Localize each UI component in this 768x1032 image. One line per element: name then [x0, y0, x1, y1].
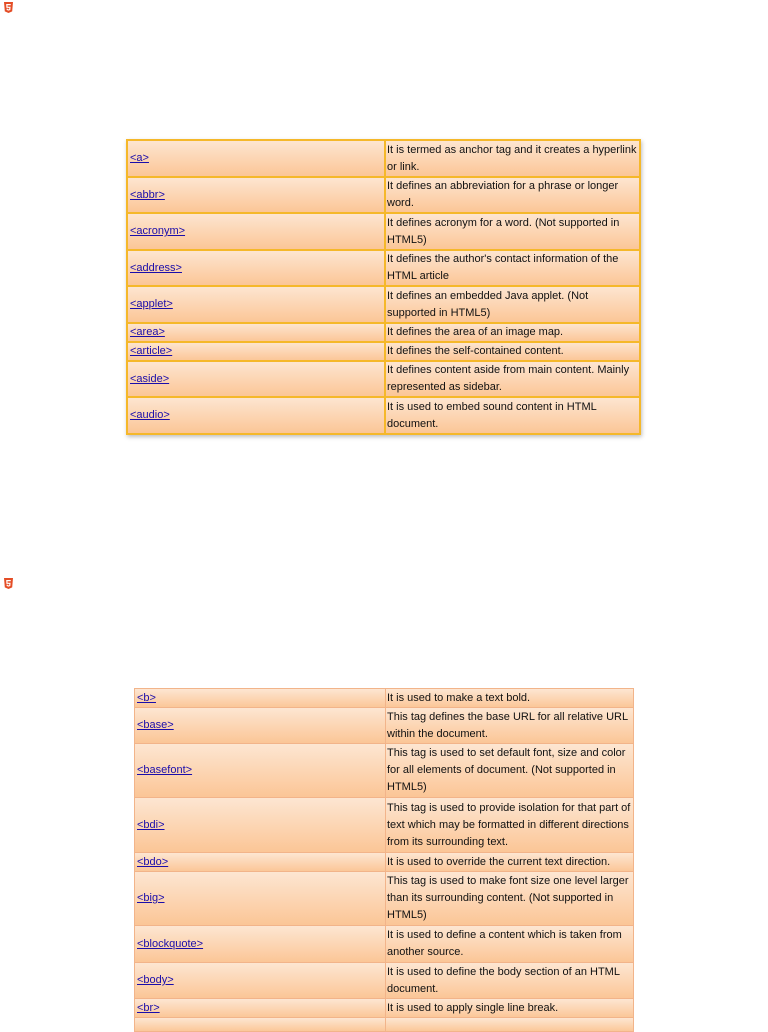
tag-description: It defines content aside from main content. Mainly represented as sidebar.	[385, 361, 640, 397]
table-row	[135, 708, 634, 744]
tag-description: This tag is used to set default font, size and color for all elements of document. (Not supported in HTML5)	[386, 744, 634, 798]
tag-link[interactable]: <audio>	[130, 409, 170, 421]
tag-link[interactable]: <blockquote>	[137, 937, 204, 950]
tag-link[interactable]: <area>	[130, 326, 165, 338]
tag-link[interactable]: <abbr>	[130, 188, 165, 201]
tag-link[interactable]: <a>	[130, 152, 149, 164]
tag-link[interactable]: <address>	[130, 261, 182, 274]
tag-description: It defines the author's contact information of the HTML article	[385, 250, 640, 286]
tag-cell	[135, 708, 386, 744]
table-row	[127, 361, 640, 397]
tag-cell	[135, 853, 386, 872]
table-row	[135, 926, 634, 963]
table-row	[135, 963, 634, 999]
tag-cell	[135, 1018, 386, 1032]
tag-link[interactable]: <base>	[137, 719, 174, 731]
tag-description: It is used to apply single line break.	[386, 999, 634, 1018]
html5-icon	[4, 578, 13, 589]
tag-cell	[135, 689, 386, 708]
table-row	[135, 689, 634, 708]
table-row	[135, 798, 634, 853]
tag-cell	[135, 926, 386, 963]
tag-cell	[127, 397, 385, 434]
tag-description: It is termed as anchor tag and it creates a hyperlink or link.	[385, 140, 640, 177]
tag-link[interactable]: <bdi>	[137, 818, 165, 831]
html-tags-table-b	[134, 688, 634, 1032]
tag-cell	[135, 744, 386, 798]
tag-link[interactable]: <b>	[137, 691, 156, 704]
table-row	[135, 1018, 634, 1032]
tag-link[interactable]: <br>	[137, 1001, 160, 1014]
table-row	[127, 286, 640, 323]
tag-description: It is used to override the current text direction.	[386, 853, 634, 872]
tag-cell	[135, 999, 386, 1018]
tag-link[interactable]: <applet>	[130, 298, 173, 310]
tag-description: It defines an abbreviation for a phrase or longer word.	[385, 177, 640, 213]
table-row	[135, 999, 634, 1018]
tag-description: This tag is used to make font size one level larger than its surrounding content. (Not supported in HTML5)	[386, 872, 634, 926]
tag-cell	[127, 140, 385, 177]
tag-cell	[127, 361, 385, 397]
tag-link[interactable]: <aside>	[130, 372, 170, 385]
tag-cell	[135, 872, 386, 926]
tag-cell	[127, 286, 385, 323]
tag-link[interactable]: <article>	[130, 345, 173, 357]
table-row	[127, 342, 640, 361]
table-row	[127, 177, 640, 213]
tag-description: It is used to make a text bold.	[386, 689, 634, 708]
tag-description: It defines an embedded Java applet. (Not supported in HTML5)	[385, 286, 640, 323]
tag-cell	[127, 177, 385, 213]
tag-cell	[127, 250, 385, 286]
tag-description: It defines acronym for a word. (Not supported in HTML5)	[385, 213, 640, 250]
html-tags-table-a	[126, 139, 641, 435]
html5-icon	[4, 2, 13, 13]
tag-description: It defines the self-contained content.	[385, 342, 640, 361]
table-row	[135, 744, 634, 798]
table-row	[127, 397, 640, 434]
table-row	[135, 872, 634, 926]
tag-cell	[127, 323, 385, 342]
tag-link[interactable]: <bdo>	[137, 855, 169, 868]
tag-description: This tag is used to provide isolation for that part of text which may be formatted in different directions from its surrounding text.	[386, 798, 634, 853]
tag-description	[386, 1018, 634, 1032]
tag-description: It is used to embed sound content in HTML document.	[385, 397, 640, 434]
tag-description: It is used to define the body section of an HTML document.	[386, 963, 634, 999]
tag-description: It is used to define a content which is taken from another source.	[386, 926, 634, 963]
tag-cell	[135, 963, 386, 999]
table-row	[127, 323, 640, 342]
tag-cell	[135, 798, 386, 853]
tag-link[interactable]: <acronym>	[130, 225, 186, 237]
tag-link[interactable]: <big>	[137, 892, 165, 904]
tag-cell	[127, 213, 385, 250]
tag-link[interactable]: <basefont>	[137, 764, 193, 776]
tag-description: It defines the area of an image map.	[385, 323, 640, 342]
tag-link[interactable]: <body>	[137, 974, 174, 986]
table-row	[127, 213, 640, 250]
table-row	[127, 250, 640, 286]
table-row	[135, 853, 634, 872]
table-row	[127, 140, 640, 177]
tag-cell	[127, 342, 385, 361]
tag-description: This tag defines the base URL for all relative URL within the document.	[386, 708, 634, 744]
